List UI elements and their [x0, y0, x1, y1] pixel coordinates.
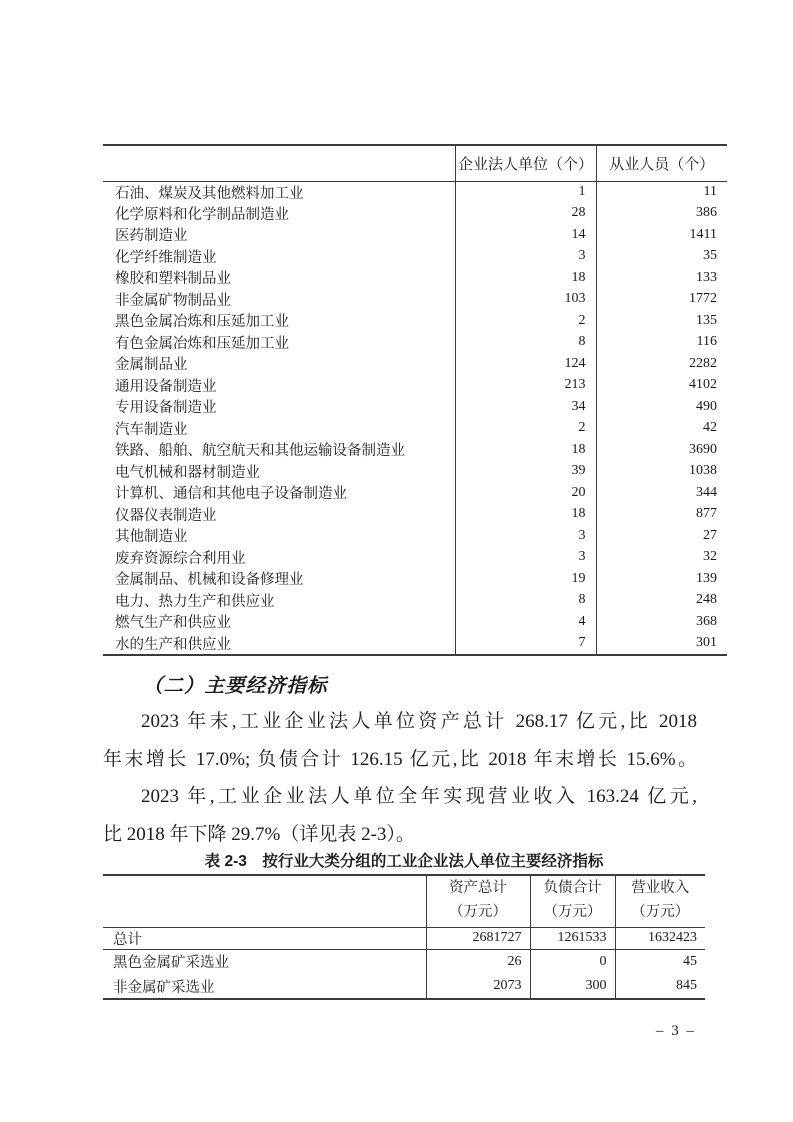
employees-value: 2282 — [596, 353, 727, 375]
table-row — [103, 203, 727, 225]
body-paragraphs — [103, 703, 697, 853]
units-value: 8 — [455, 590, 596, 612]
table-row — [103, 310, 727, 332]
industry-label: 金属制品、机械和设备修理业 — [115, 572, 304, 589]
t1-employees-header: 从业人员（个） — [596, 145, 727, 181]
units-value: 213 — [455, 375, 596, 397]
employees-value: 344 — [596, 482, 727, 504]
employees-value: 1411 — [596, 224, 727, 246]
table-row — [103, 439, 727, 461]
table-row — [103, 418, 727, 440]
header-line: 资产总计 — [449, 880, 507, 897]
t2-blank-header — [103, 875, 426, 927]
header-line: （万元） — [631, 904, 690, 921]
table-row — [103, 332, 727, 354]
units-value: 3 — [455, 246, 596, 268]
employees-value: 301 — [596, 633, 727, 655]
table-row — [103, 289, 727, 311]
employees-value: 248 — [596, 590, 727, 612]
assets-value: 2681727 — [426, 927, 530, 949]
liabilities-value: 1261533 — [530, 927, 615, 949]
table-2-3-title: 表 2-3 按行业大类分组的工业企业法人单位主要经济指标 — [204, 853, 604, 870]
header-line: 负债合计 — [543, 880, 602, 897]
assets-value: 2073 — [426, 974, 530, 999]
industry-label: 化学纤维制造业 — [115, 249, 217, 266]
table-row — [103, 246, 727, 268]
industry-label: 汽车制造业 — [115, 421, 188, 438]
employees-value: 42 — [596, 418, 727, 440]
industry-units-table — [103, 144, 727, 656]
page-number: – 3 – — [656, 1023, 696, 1039]
employees-value: 368 — [596, 611, 727, 633]
employees-value: 133 — [596, 267, 727, 289]
employees-value: 27 — [596, 525, 727, 547]
industry-label: 总计 — [103, 927, 426, 949]
units-value: 20 — [455, 482, 596, 504]
industry-label: 黑色金属冶炼和压延加工业 — [115, 314, 289, 331]
units-value: 103 — [455, 289, 596, 311]
paragraph-line: 比 2018 年下降 29.7%（详见表 2-3）。 — [103, 823, 415, 845]
liabilities-value: 0 — [530, 949, 615, 974]
header-line: 营业收入 — [631, 880, 690, 897]
employees-value: 3690 — [596, 439, 727, 461]
table-row — [103, 633, 727, 655]
employees-value: 386 — [596, 203, 727, 225]
employees-value: 4102 — [596, 375, 727, 397]
table-row — [103, 396, 727, 418]
units-value: 3 — [455, 525, 596, 547]
employees-value: 135 — [596, 310, 727, 332]
units-value: 39 — [455, 461, 596, 483]
table-row — [103, 267, 727, 289]
assets-value: 26 — [426, 949, 530, 974]
employees-value: 139 — [596, 568, 727, 590]
employees-value: 116 — [596, 332, 727, 354]
units-value: 34 — [455, 396, 596, 418]
employees-value: 877 — [596, 504, 727, 526]
table-row — [103, 375, 727, 397]
industry-label: 通用设备制造业 — [115, 378, 217, 395]
revenue-value: 845 — [615, 974, 705, 999]
industry-label: 计算机、通信和其他电子设备制造业 — [115, 486, 347, 503]
units-value: 8 — [455, 332, 596, 354]
employees-value: 35 — [596, 246, 727, 268]
employees-value: 490 — [596, 396, 727, 418]
industry-label: 其他制造业 — [115, 529, 188, 546]
industry-label: 非金属矿采选业 — [103, 974, 426, 999]
units-value: 4 — [455, 611, 596, 633]
revenue-value: 1632423 — [615, 927, 705, 949]
table-row — [103, 181, 727, 203]
paragraph-line: 年末增长 17.0%; 负债合计 126.15 亿元,比 2018 年末增长 15.6%。 — [103, 748, 697, 770]
industry-label: 有色金属冶炼和压延加工业 — [115, 335, 289, 352]
economic-indicators-table — [103, 874, 705, 1000]
table-row — [103, 482, 727, 504]
employees-value: 1772 — [596, 289, 727, 311]
table-header-row — [103, 875, 705, 927]
table-row — [103, 590, 727, 612]
units-value: 18 — [455, 504, 596, 526]
industry-label: 燃气生产和供应业 — [115, 615, 231, 632]
table-header-row — [103, 145, 727, 181]
employees-value: 11 — [596, 181, 727, 203]
employees-value: 1038 — [596, 461, 727, 483]
units-value: 14 — [455, 224, 596, 246]
table-row — [103, 611, 727, 633]
table-row — [103, 224, 727, 246]
industry-label: 电力、热力生产和供应业 — [115, 593, 275, 610]
employees-value: 32 — [596, 547, 727, 569]
t2-revenue-header — [615, 875, 705, 927]
units-value: 124 — [455, 353, 596, 375]
table-row — [103, 353, 727, 375]
industry-label: 电气机械和器材制造业 — [115, 464, 260, 481]
t2-liabilities-header — [530, 875, 615, 927]
table-row — [103, 547, 727, 569]
table-row — [103, 504, 727, 526]
units-value: 28 — [455, 203, 596, 225]
industry-label: 石油、煤炭及其他燃料加工业 — [115, 185, 304, 202]
t1-units-header: 企业法人单位（个） — [455, 145, 596, 181]
table-row — [103, 461, 727, 483]
table-row — [103, 927, 705, 949]
paragraph-line: 2023 年末,工业企业法人单位资产总计 268.17 亿元,比 2018 — [141, 711, 697, 732]
industry-label: 铁路、船舶、航空航天和其他运输设备制造业 — [115, 443, 405, 460]
table-row — [103, 525, 727, 547]
units-value: 2 — [455, 310, 596, 332]
t2-assets-header — [426, 875, 530, 927]
revenue-value: 45 — [615, 949, 705, 974]
industry-label: 黑色金属矿采选业 — [113, 955, 229, 972]
industry-label: 化学原料和化学制品制造业 — [115, 206, 289, 223]
units-value: 1 — [455, 181, 596, 203]
industry-label: 废弃资源综合利用业 — [115, 550, 246, 567]
header-line: （万元） — [449, 904, 507, 921]
liabilities-value: 300 — [530, 974, 615, 999]
units-value: 7 — [455, 633, 596, 655]
units-value: 18 — [455, 267, 596, 289]
industry-label: 仪器仪表制造业 — [115, 507, 217, 524]
industry-label: 金属制品业 — [115, 357, 188, 374]
industry-label: 水的生产和供应业 — [103, 633, 455, 655]
units-value: 2 — [455, 418, 596, 440]
units-value: 19 — [455, 568, 596, 590]
header-line: （万元） — [543, 904, 602, 921]
section-heading: （二）主要经济指标 — [143, 676, 328, 697]
industry-label: 橡胶和塑料制品业 — [115, 271, 231, 288]
paragraph-line: 2023 年,工业企业法人单位全年实现营业收入 163.24 亿元, — [141, 786, 697, 807]
industry-label: 非金属矿物制品业 — [115, 292, 231, 309]
industry-label: 专用设备制造业 — [115, 400, 217, 417]
table-row — [103, 568, 727, 590]
t1-blank-header — [103, 145, 455, 181]
industry-label: 医药制造业 — [115, 228, 188, 245]
table-row — [103, 949, 705, 974]
table-row — [103, 974, 705, 999]
units-value: 18 — [455, 439, 596, 461]
units-value: 3 — [455, 547, 596, 569]
